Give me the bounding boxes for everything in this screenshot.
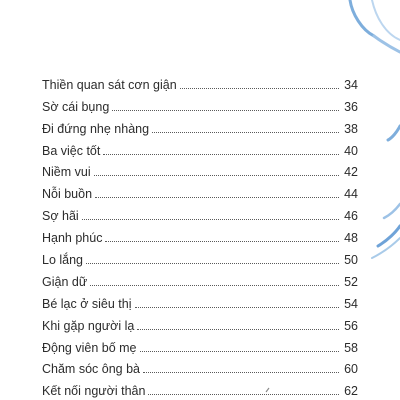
toc-entry-title: Đi đứng nhẹ nhàng [42,121,150,136]
toc-leader-dots [105,241,339,242]
toc-leader-dots [137,329,339,330]
toc-entry-page: 62 [344,384,358,399]
toc-entry-title: Thiền quan sát cơn giận [42,77,177,92]
toc-entry[interactable] [42,335,358,357]
toc-leader-dots [82,219,339,220]
toc-entry-page: 46 [344,209,358,224]
toc-entry[interactable] [42,94,358,116]
toc-entry-title: Động viên bố mẹ [42,340,137,355]
toc-entry-page: 38 [344,121,358,136]
toc-leader-dots [112,110,339,111]
toc-entry[interactable] [42,160,358,182]
toc-leader-dots [152,132,339,133]
toc-entry-title: Khi gặp người lạ [42,318,135,333]
toc-entry[interactable] [42,116,358,138]
toc-entry-page: 42 [344,165,358,180]
toc-leader-dots [90,285,339,286]
toc-entry[interactable] [42,72,358,94]
blue-wave-right-middle [384,126,400,218]
toc-entry-page: 34 [344,77,358,92]
toc-entry-title: Ba việc tốt [42,143,101,158]
toc-entry[interactable] [42,291,358,313]
blue-wave-top-right [350,0,400,52]
toc-leader-dots [135,307,340,308]
toc-entry-title: Nỗi buồn [42,187,93,202]
toc-entry-title: Chăm sóc ông bà [42,362,140,377]
toc-entry[interactable] [42,203,358,225]
toc-entry-page: 50 [344,253,358,268]
toc-entry-page: 54 [344,296,358,311]
toc-leader-dots [143,372,339,373]
toc-entry-page: 48 [344,231,358,246]
toc-entry-page: 60 [344,362,358,377]
toc-entry[interactable] [42,269,358,291]
toc-leader-dots [95,197,339,198]
toc-leader-dots [140,351,339,352]
toc-entry[interactable] [42,247,358,269]
toc-leader-dots [103,154,339,155]
toc-entry-title: Niềm vui [42,165,91,180]
toc-entry[interactable] [42,313,358,335]
toc-entry[interactable] [42,138,358,160]
toc-entry-title: Sờ cái bụng [42,99,110,114]
toc-entry-page: 36 [344,99,358,114]
toc-entry-title: Giận dữ [42,274,88,289]
toc-leader-dots [180,88,339,89]
toc-entry[interactable] [42,181,358,203]
toc-entry-page: 58 [344,340,358,355]
toc-entry[interactable] [42,357,358,379]
toc-entry-title: Lo lắng [42,253,84,268]
toc-leader-dots [94,175,339,176]
toc-entry-page: 44 [344,187,358,202]
toc-entry-page: 40 [344,143,358,158]
toc-entry-title: Bé lạc ở siêu thị [42,296,132,311]
table-of-contents [42,72,358,400]
toc-leader-dots [86,263,339,264]
toc-entry[interactable] [42,378,358,400]
blue-wave-right-lower [372,226,400,258]
toc-entry-page: 52 [344,274,358,289]
toc-entry[interactable] [42,225,358,247]
toc-entry-title: Kết nối người thân [42,384,146,399]
toc-entry-title: Sợ hãi [42,209,79,224]
toc-entry-page: 56 [344,318,358,333]
toc-entry-title: Hạnh phúc [42,231,103,246]
toc-leader-dots [148,394,339,395]
